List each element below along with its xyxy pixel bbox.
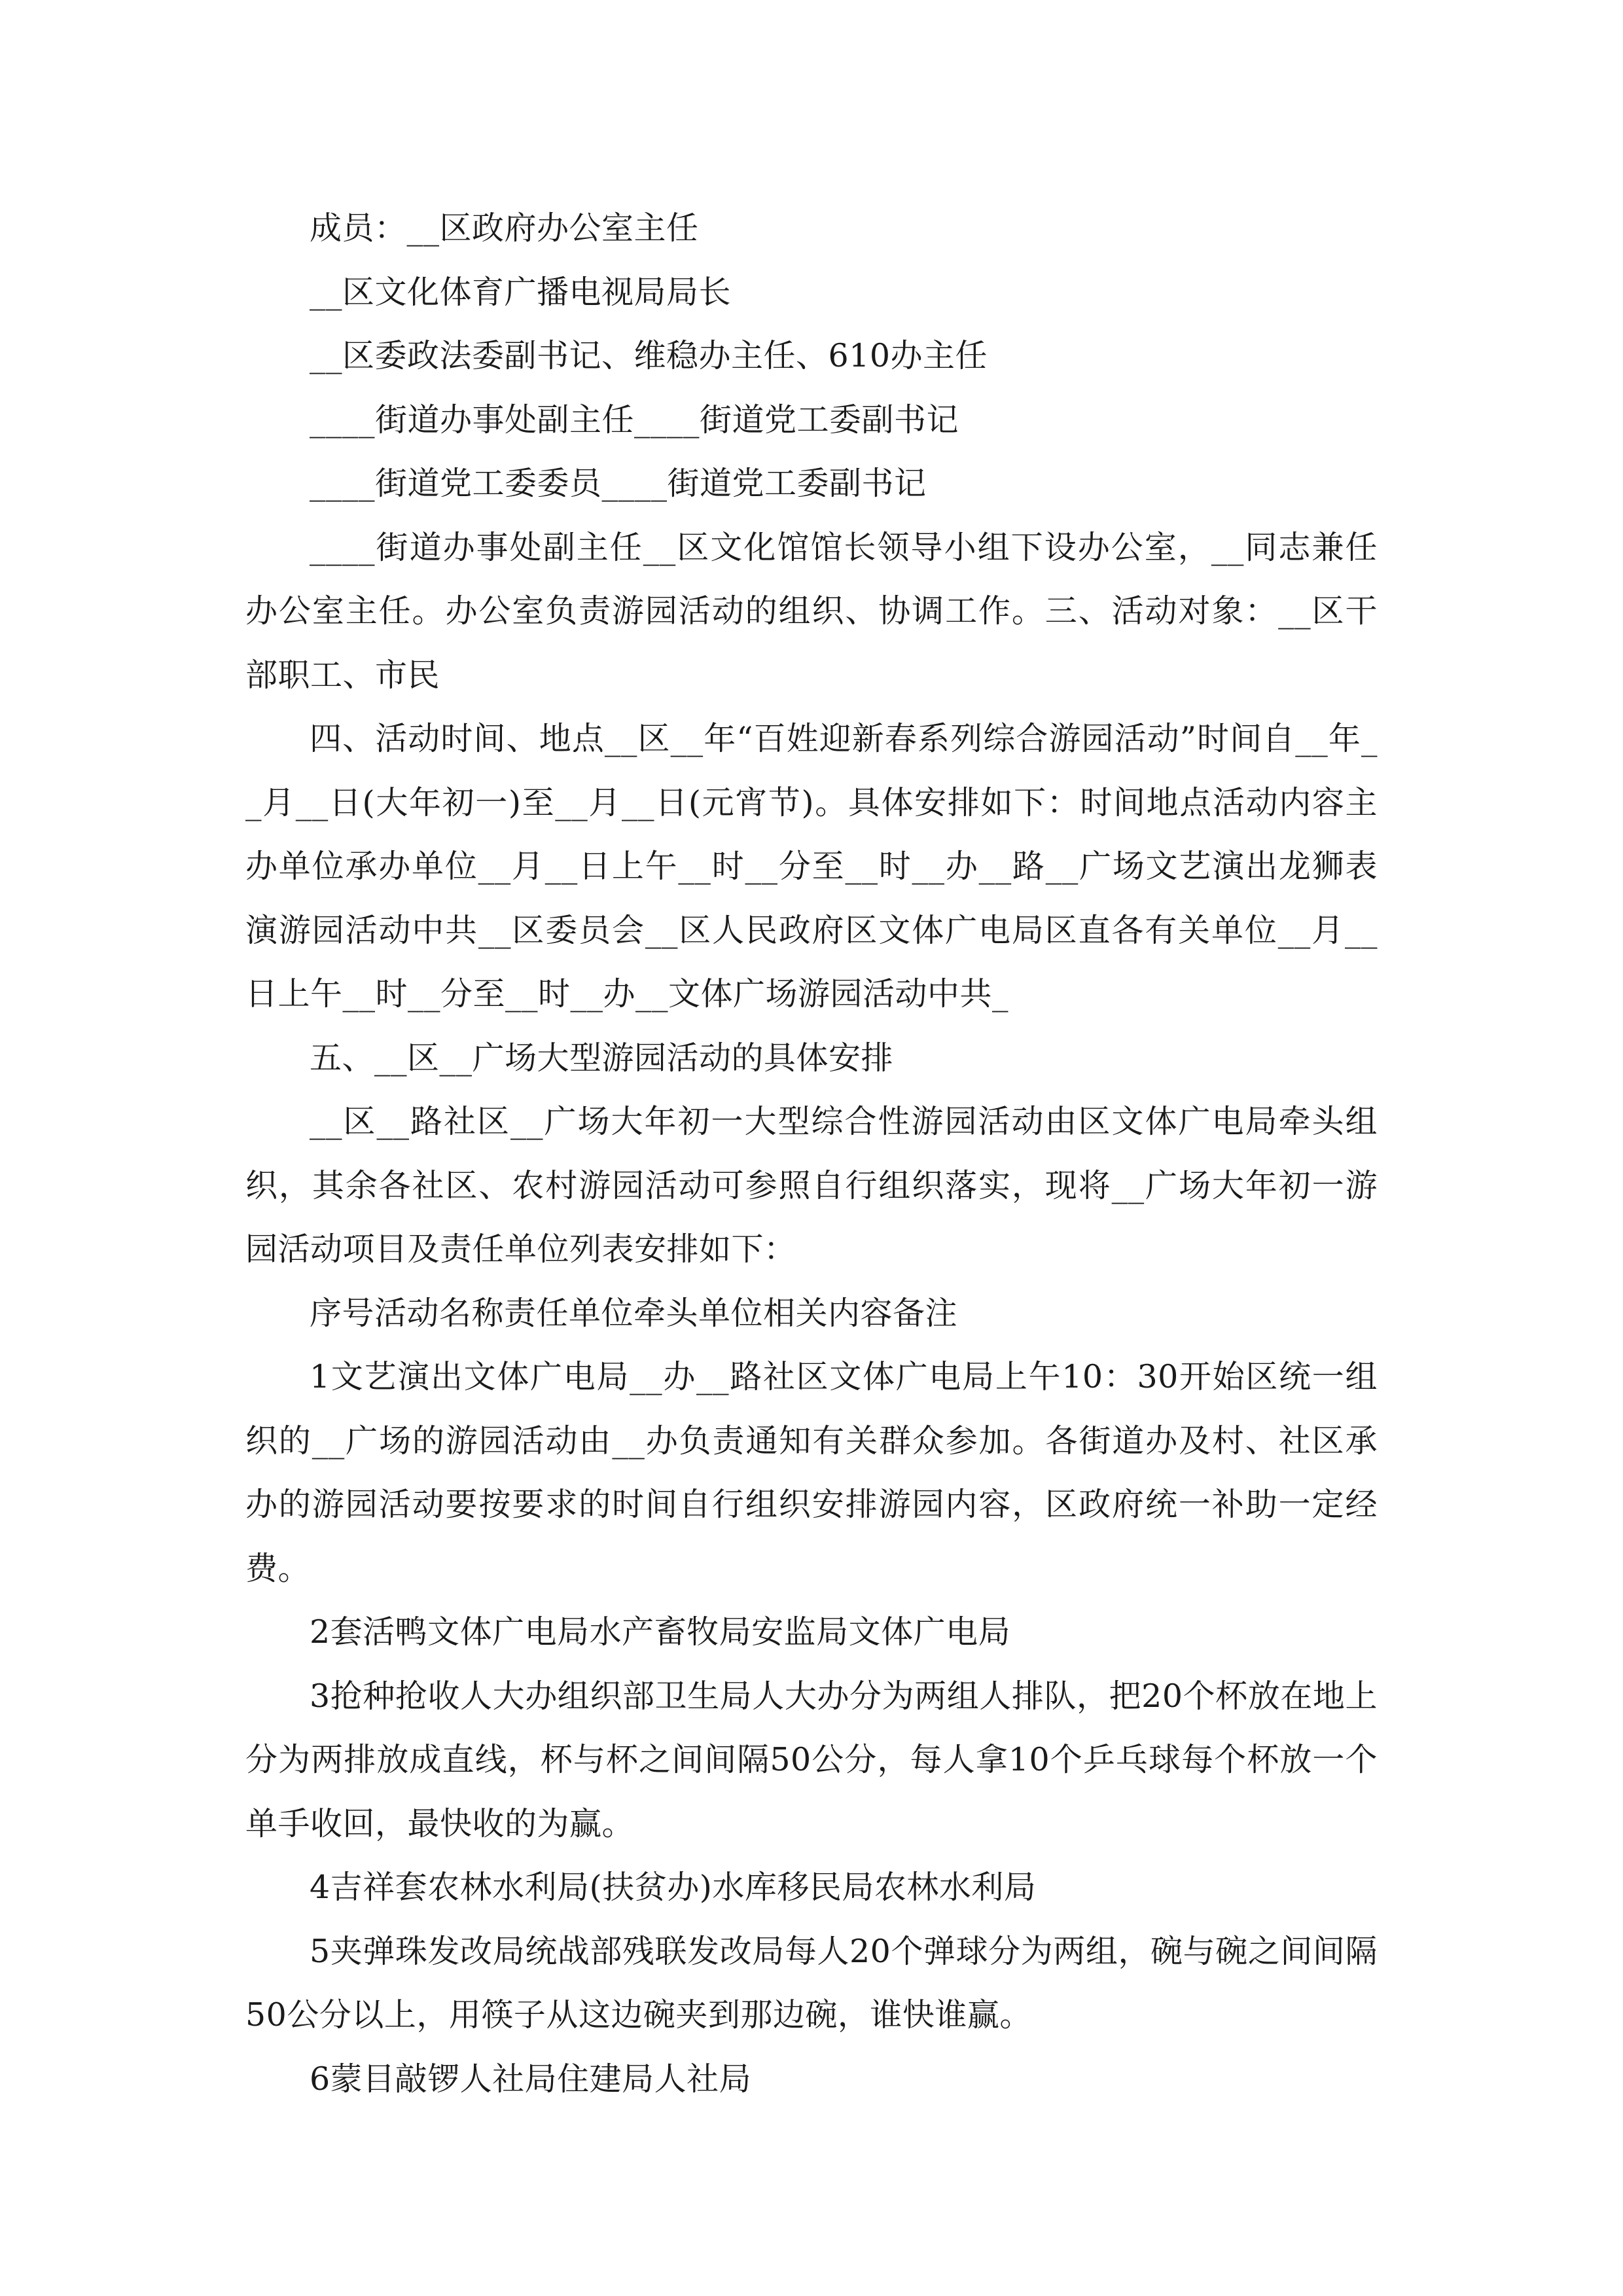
section-heading-arrangement: 五、__区__广场大型游园活动的具体安排	[310, 1039, 894, 1077]
paragraph-culture-bureau: __区文化体育广播电视局局长	[310, 273, 732, 311]
item-1-performance: 1文艺演出文体广电局__办__路社区文体广电局上午10：30开始区统一组织的__广场的游园活动由__办负责通知有关群众参加。各街道办及村、社区承办的游园活动要按要求的时间自行组织安排游园内容，区政府统一补助一定经费。	[245, 1358, 1378, 1587]
paragraph-political-committee: __区委政法委副书记、维稳办主任、610办主任	[310, 337, 988, 374]
paragraph-time-and-place: 四、活动时间、地点__区__年“百姓迎新春系列综合游园活动”时间自__年__月__日(大年初一)至__月__日(元宵节)。具体安排如下：时间地点活动内容主办单位承办单位__月__日上午__时__分至__时__办__路__广场文艺演出龙狮表演游园活动中共__区委员会__区人民政府区文体广电局区直各有关单位__月__日上午__时__分至__时__办__文体广场游园活动中共_	[245, 720, 1378, 1013]
paragraph-office-and-targets: ____街道办事处副主任__区文化馆馆长领导小组下设办公室，__同志兼任办公室主任。办公室负责游园活动的组织、协调工作。三、活动对象：__区干部职工、市民	[245, 528, 1378, 694]
paragraph-street-office-1: ____街道办事处副主任____街道党工委副书记	[310, 401, 959, 439]
item-2-duck: 2套活鸭文体广电局水产畜牧局安监局文体广电局	[310, 1613, 1011, 1651]
paragraph-arrangement-intro: __区__路社区__广场大年初一大型综合性游园活动由区文体广电局牵头组织，其余各社区、农村游园活动可参照自行组织落实，现将__广场大年初一游园活动项目及责任单位列表安排如下：	[245, 1103, 1378, 1268]
paragraph-members: 成员：__区政府办公室主任	[310, 209, 699, 247]
item-6-gong: 6蒙目敲锣人社局住建局人社局	[310, 2060, 752, 2098]
table-header-line: 序号活动名称责任单位牵头单位相关内容备注	[310, 1294, 958, 1332]
item-5-marbles: 5夹弹珠发改局统战部残联发改局每人20个弹球分为两组，碗与碗之间间隔50公分以上，用筷子从这边碗夹到那边碗，谁快谁赢。	[245, 1932, 1378, 2034]
item-3-cups: 3抢种抢收人大办组织部卫生局人大办分为两组人排队，把20个杯放在地上分为两排放成直线，杯与杯之间间隔50公分，每人拿10个乒乓球每个杯放一个单手收回，最快收的为赢。	[245, 1677, 1378, 1842]
paragraph-street-office-2: ____街道党工委委员____街道党工委副书记	[310, 465, 927, 502]
item-4-ring-toss: 4吉祥套农林水利局(扶贫办)水库移民局农林水利局	[310, 1869, 1037, 1906]
document-body	[245, 196, 1378, 2111]
